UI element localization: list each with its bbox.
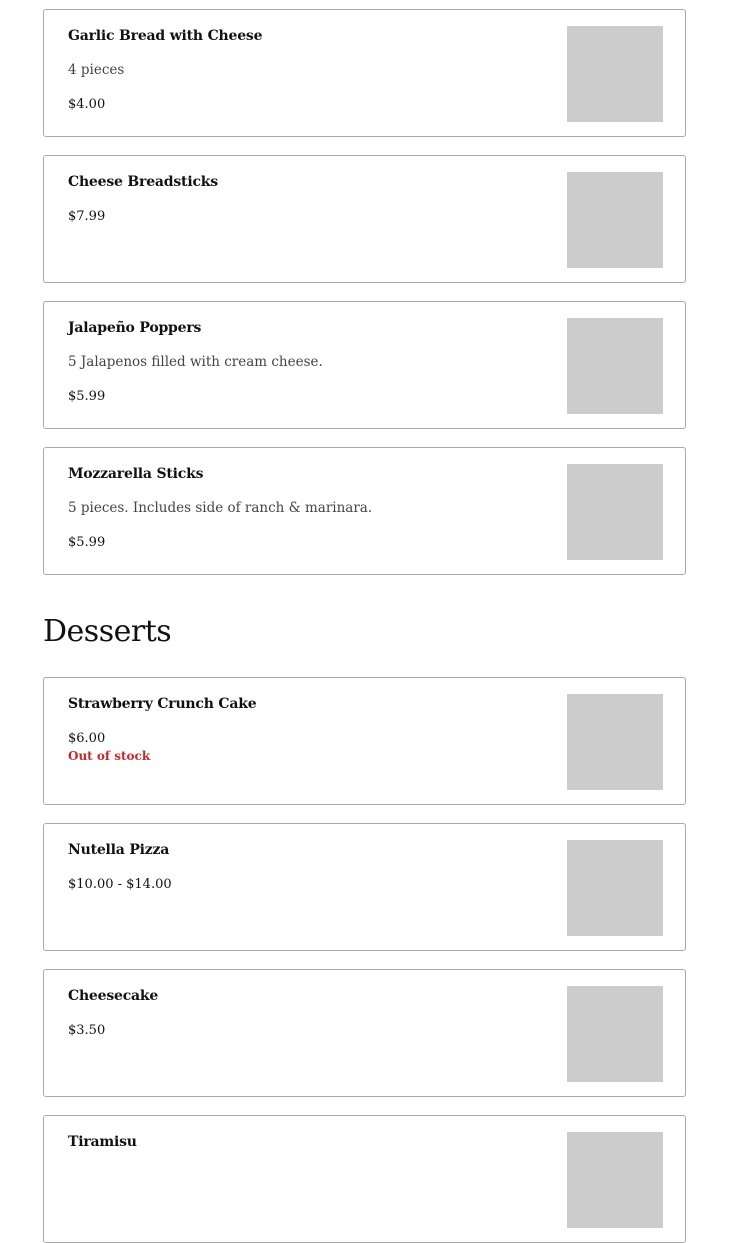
item-name: Nutella Pizza [68,842,170,858]
item-image-placeholder [567,26,663,122]
menu-item-card[interactable] [43,969,686,1097]
item-price: $7.99 [68,209,106,224]
section-heading-desserts: Desserts [43,614,172,649]
item-name: Tiramisu [68,1134,137,1150]
item-image-placeholder [567,172,663,268]
item-description: 5 Jalapenos filled with cream cheese. [68,354,323,370]
menu-item-card[interactable] [43,301,686,429]
item-image-placeholder [567,694,663,790]
item-price: $4.00 [68,97,106,112]
item-description: 4 pieces [68,62,125,78]
item-price: $5.99 [68,535,106,550]
menu-item-card[interactable] [43,9,686,137]
item-name: Mozzarella Sticks [68,466,204,482]
item-name: Jalapeño Poppers [68,320,202,336]
item-name: Cheesecake [68,988,159,1004]
menu-item-card[interactable] [43,155,686,283]
menu-item-card[interactable] [43,447,686,575]
out-of-stock-label: Out of stock [68,749,151,763]
item-name: Strawberry Crunch Cake [68,696,257,712]
menu-item-card[interactable] [43,1115,686,1243]
item-name: Cheese Breadsticks [68,174,218,190]
item-image-placeholder [567,1132,663,1228]
item-price: $5.99 [68,389,106,404]
menu-item-card[interactable] [43,823,686,951]
menu-item-card[interactable] [43,677,686,805]
item-image-placeholder [567,986,663,1082]
item-price: $6.00 [68,731,106,746]
item-name: Garlic Bread with Cheese [68,28,263,44]
item-image-placeholder [567,318,663,414]
item-image-placeholder [567,464,663,560]
item-price: $3.50 [68,1023,106,1038]
item-image-placeholder [567,840,663,936]
item-description: 5 pieces. Includes side of ranch & marinara. [68,500,373,516]
item-price: $10.00 - $14.00 [68,877,172,892]
